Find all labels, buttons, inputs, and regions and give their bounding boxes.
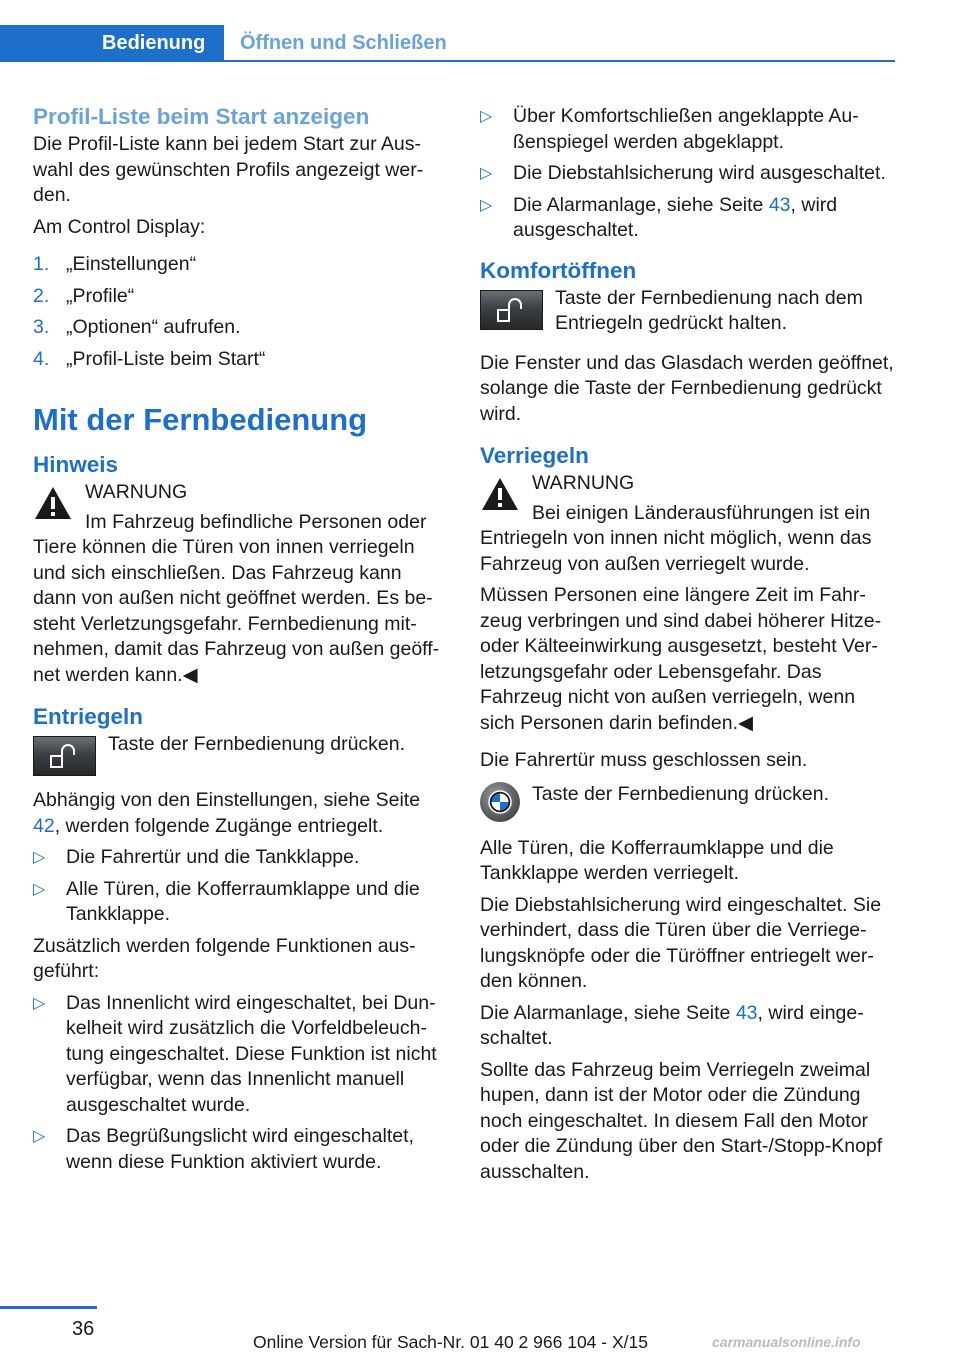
section-title-hinweis: Hinweis bbox=[33, 452, 119, 477]
list-item: ▷ Über Komfortschließen angeklappte Außenspiegel werden abgeklappt. bbox=[480, 104, 895, 155]
warning-label: WARNUNG bbox=[532, 472, 635, 494]
unlock-button-icon bbox=[480, 290, 543, 330]
page-link-43[interactable]: 43 bbox=[768, 193, 791, 216]
unlock-button-row bbox=[33, 732, 448, 782]
warning-text: Müssen Personen eine längere Zeit im Fahrzeug verbringen und sind dabei höherer Hitze- oder Kälteeinwirkung ausgesetzt, besteht Verletzungsgefahr oder Lebensgefahr. Das Fahrzeug nicht von außen verriegeln, wenn sich Personen darin befinden.◀ bbox=[480, 584, 882, 734]
list-item: ▷ Die Fahrertür und die Tankklappe. bbox=[33, 845, 448, 871]
page-link-42[interactable]: 42 bbox=[33, 814, 55, 837]
paragraph: Am Control Display: bbox=[33, 215, 206, 238]
footer-divider bbox=[0, 1306, 97, 1309]
paragraph: Die Fenster und das Glasdach werden geöffnet, solange die Taste der Fernbedienung gedrückt wird. bbox=[480, 351, 894, 425]
paragraph: Die Fahrertür muss geschlossen sein. bbox=[480, 749, 808, 771]
section-title-entriegeln: Entriegeln bbox=[33, 704, 144, 729]
paragraph: Sollte das Fahrzeug beim Verriegeln zweimal hupen, dann ist der Motor oder die Zündung noch eingeschaltet. In diesem Fall den Motor oder die Zündung über den Start-/Stopp-Knopf ausschalten. bbox=[480, 1058, 883, 1183]
list-item: ▷ Alle Türen, die Kofferraumklappe und die Tankklappe. bbox=[33, 877, 448, 928]
chapter-title: Mit der Fernbedienung bbox=[33, 402, 368, 437]
paragraph: Abhängig von den Einstellungen, siehe Seite 42, werden folgende Zugänge entriegelt. bbox=[33, 789, 421, 837]
page-link-43[interactable]: 43 bbox=[735, 1001, 758, 1024]
paragraph: Alle Türen, die Kofferraumklappe und die Tankklappe werden verriegelt. bbox=[480, 836, 834, 884]
warning-block bbox=[480, 471, 895, 736]
section-title-profil-liste: Profil-Liste beim Start anzeigen bbox=[33, 104, 370, 129]
section-title-komfortoeffnen: Komfortöffnen bbox=[480, 257, 637, 283]
list-item: 4. „Profil-Liste beim Start“ bbox=[33, 347, 266, 370]
warning-label: WARNUNG bbox=[85, 481, 188, 503]
warning-text: Im Fahrzeug befindliche Personen oder Tiere können die Türen von innen verriegeln und sich einschließen. Das Fahrzeug kann dann von außen nicht geöffnet werden. Es besteht Verletzungsgefahr. Fernbedienung mitnehmen, damit das Fahrzeug von außen geöffnet werden kann.◀ bbox=[33, 510, 440, 686]
button-description: Taste der Fernbedienung nach dem Entriegeln gedrückt halten. bbox=[555, 286, 863, 334]
lock-button-row bbox=[480, 782, 895, 828]
paragraph: Die Alarmanlage, siehe Seite 43, wird eingeschaltet. bbox=[480, 1001, 864, 1049]
tab-oeffnen-schliessen[interactable]: Öffnen und Schließen bbox=[240, 32, 447, 54]
bmw-logo-button-icon bbox=[480, 782, 520, 822]
button-description: Taste der Fernbedienung drücken. bbox=[532, 782, 830, 805]
page-number: 36 bbox=[72, 1318, 95, 1340]
steps-list bbox=[33, 252, 448, 372]
paragraph: Die Diebstahlsicherung wird eingeschaltet. Sie verhindert, dass die Türen über die Verriegelungsknöpfe oder die Türöffner entriegelt werden können. bbox=[480, 893, 882, 992]
paragraph: Zusätzlich werden folgende Funktionen ausgeführt: bbox=[33, 934, 416, 982]
warning-text: Bei einigen Länderausführungen ist ein Entriegeln von innen nicht möglich, wenn das Fahrzeug von außen verriegelt wurde. bbox=[480, 501, 872, 575]
functions-list bbox=[33, 991, 448, 1176]
list-item: 2. „Profile“ bbox=[33, 284, 135, 307]
unlock-button-icon bbox=[33, 736, 96, 776]
paragraph: Die Profil-Liste kann bei jedem Start zur Auswahl des gewünschten Profils angezeigt werden. bbox=[33, 133, 424, 206]
unlock-list-continued bbox=[480, 104, 895, 244]
right-column bbox=[480, 100, 895, 1191]
button-description: Taste der Fernbedienung drücken. bbox=[108, 733, 406, 755]
left-column bbox=[33, 100, 448, 1181]
list-item: ▷ Das Innenlicht wird eingeschaltet, bei Dunkelheit wird zusätzlich die Vorfeldbeleuchtung eingeschaltet. Diese Funktion ist nicht verfügbar, wenn das Innenlicht manuell ausgeschaltet wurde. bbox=[33, 991, 448, 1119]
list-item: 3. „Optionen“ aufrufen. bbox=[33, 316, 241, 338]
tab-bedienung[interactable]: Bedienung bbox=[0, 25, 224, 61]
warning-block bbox=[33, 480, 448, 688]
footer-version-text: Online Version für Sach-Nr. 01 40 2 966 104 - X/15 bbox=[253, 1332, 648, 1352]
list-item: ▷ Die Alarmanlage, siehe Seite 43, wird ausgeschaltet. bbox=[480, 193, 895, 244]
unlock-list bbox=[33, 845, 448, 928]
list-item: 1. „Einstellungen“ bbox=[33, 253, 197, 275]
warning-triangle-icon bbox=[33, 484, 73, 524]
warning-triangle-icon bbox=[480, 475, 520, 515]
section-title-verriegeln: Verriegeln bbox=[480, 443, 589, 468]
comfort-button-row bbox=[480, 286, 895, 343]
list-item: ▷ Das Begrüßungslicht wird eingeschaltet, wenn diese Funktion aktiviert wurde. bbox=[33, 1124, 448, 1175]
header-tabbar bbox=[0, 25, 895, 62]
list-item: ▷ Die Diebstahlsicherung wird ausgeschaltet. bbox=[480, 161, 895, 187]
watermark: carmanualsonline.info bbox=[712, 1334, 861, 1350]
